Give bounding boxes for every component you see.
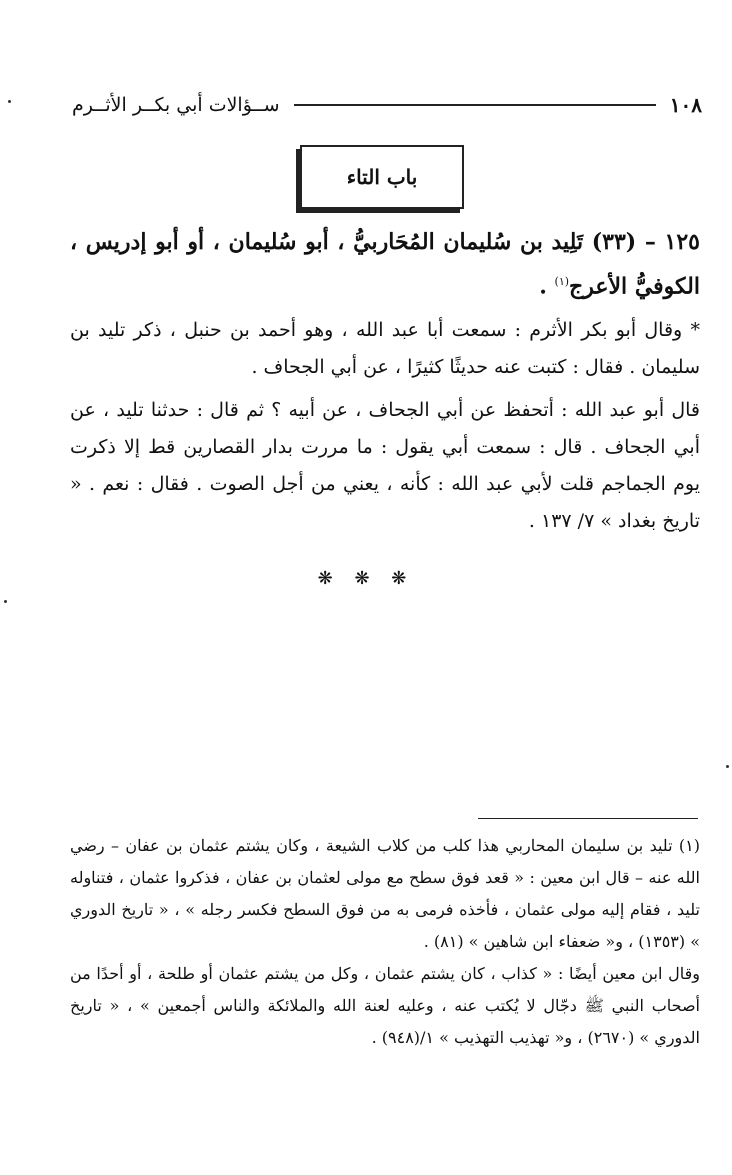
footnote-continuation: وقال ابن معين أيضًا : « كذاب ، كان يشتم عثمان ، وكل من يشتم عثمان أو طلحة ، أو أحدًا من أصحاب النبي ﷺ دجّال لا يُكتب عنه ، وعليه لعنة الله والملائكة والناس أجمعين » ، « تاريخ الدوري » (٢٦٧٠) ، و« تهذيب التهذيب » ١/(٩٤٨) . xyxy=(70,964,701,1047)
scan-speck xyxy=(4,600,7,603)
entry-heading-end: . xyxy=(539,273,555,300)
footnote-separator xyxy=(478,818,698,819)
running-title: ســؤالات أبي بكــر الأثــرم xyxy=(72,94,280,116)
header-rule xyxy=(294,104,656,106)
page-number: ١٠٨ xyxy=(669,93,702,117)
entry-heading-text: ١٢٥ – (٣٣) تَلِيد بن سُليمان المُحَاربيُّ ، أبو سُليمان ، أو أبو إدريس ، الكوفيُّ الأعرج xyxy=(70,229,700,300)
footnote: (١) تليد بن سليمان المحاربي هذا كلب من كلاب الشيعة ، وكان يشتم عثمان بن عفان – رضي الله عنه – قال ابن معين : « قعد فوق سطح مع مولى لعثمان بن عفان ، فذكروا عثمان ، فتناوله تليد ، فقام إليه مولى عثمان ، فأخذه فرمى به من فوق السطح فكسر رجله » ، « تاريخ الدوري » (١٣٥٣) ، و« ضعفاء ابن شاهين » (٨١) . xyxy=(70,836,700,951)
footnotes xyxy=(70,830,700,1054)
main-text xyxy=(70,222,700,540)
paragraph: * وقال أبو بكر الأثرم : سمعت أبا عبد الله ، وهو أحمد بن حنبل ، ذكر تليد بن سليمان . فقال : كتبت عنه حديثًا كثيرًا ، عن أبي الجحاف . xyxy=(70,319,700,379)
scan-speck xyxy=(8,100,11,103)
entry-heading xyxy=(70,222,700,306)
page-header xyxy=(72,90,702,120)
footnote-reference: (١) xyxy=(554,275,570,288)
paragraph: قال أبو عبد الله : أتحفظ عن أبي الجحاف ، عن أبيه ؟ ثم قال : حدثنا تليد ، عن أبي الجحاف . قال : سمعت أبي يقول : ما مررت بدار القصارين قط إلا ذكرت يوم الجماجم قلت لأبي عبد الله : كأنه ، يعني من أجل الصوت . فقال : نعم . « تاريخ بغداد » ٧/ ١٣٧ . xyxy=(70,399,700,533)
scan-speck xyxy=(726,765,729,768)
chapter-title: باب التاء xyxy=(346,165,418,189)
chapter-title-box xyxy=(300,145,464,209)
section-ornament: ❋ ❋ ❋ xyxy=(317,568,415,589)
